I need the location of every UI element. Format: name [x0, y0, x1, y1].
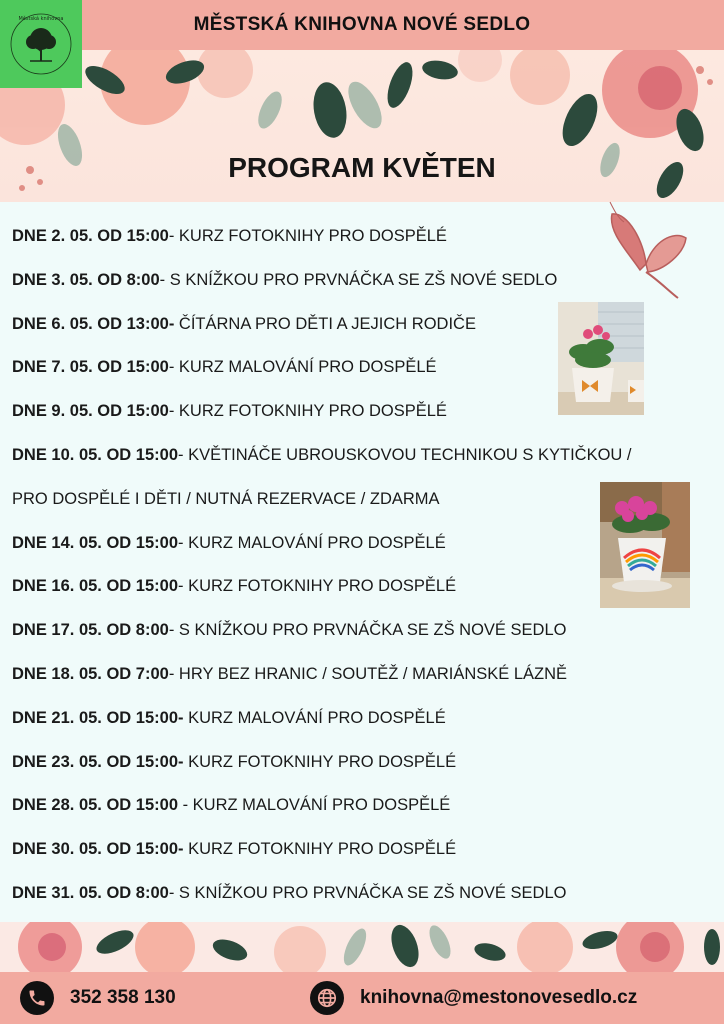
event-date: DNE 18. 05. OD 7:00 [12, 664, 169, 683]
event-item [12, 441, 712, 485]
phone-contact[interactable] [20, 972, 176, 1024]
event-item [12, 879, 712, 923]
event-date: DNE 17. 05. OD 8:00 [12, 621, 169, 640]
event-text: - HRY BEZ HRANIC / SOUTĚŽ / MARIÁNSKÉ LÁZNĚ [168, 664, 568, 683]
library-title: MĚSTSKÁ KNIHOVNA NOVÉ SEDLO [193, 14, 531, 35]
globe-icon [310, 981, 344, 1015]
event-text: - S KNÍŽKOU PRO PRVNÁČKA SE ZŠ NOVÉ SEDLO [168, 621, 567, 640]
event-text: - KURZ FOTOKNIHY PRO DOSPĚLÉ [178, 577, 457, 596]
butterfly-icon [598, 192, 694, 309]
event-date: DNE 6. 05. OD 13:00- [12, 314, 175, 333]
event-text: KURZ FOTOKNIHY PRO DOSPĚLÉ [183, 752, 457, 771]
event-item [12, 704, 712, 748]
tree-logo-icon [6, 9, 76, 79]
event-text: ČÍTÁRNA PRO DĚTI A JEJICH RODIČE [174, 314, 476, 333]
event-item [12, 791, 712, 835]
email-contact[interactable] [310, 972, 637, 1024]
library-logo [0, 0, 82, 88]
email-address: knihovna@mestonovesedlo.cz [360, 987, 638, 1008]
program-title: PROGRAM KVĚTEN [228, 152, 496, 183]
event-date: DNE 28. 05. OD 15:00 [12, 796, 178, 815]
event-text: - S KNÍŽKOU PRO PRVNÁČKA SE ZŠ NOVÉ SEDLO [159, 270, 558, 289]
event-text: KURZ MALOVÁNÍ PRO DOSPĚLÉ [183, 708, 446, 727]
header-bar [0, 0, 724, 50]
event-text: - KURZ FOTOKNIHY PRO DOSPĚLÉ [168, 227, 447, 245]
violet-pot-photo [600, 482, 690, 608]
event-text: KURZ FOTOKNIHY PRO DOSPĚLÉ [183, 840, 457, 859]
event-date: DNE 21. 05. OD 15:00- [12, 708, 184, 727]
event-date: DNE 3. 05. OD 8:00 [12, 270, 160, 289]
event-date: DNE 2. 05. OD 15:00 [12, 227, 169, 245]
event-item [12, 748, 712, 792]
event-text: - KURZ FOTOKNIHY PRO DOSPĚLÉ [168, 402, 447, 421]
phone-number: 352 358 130 [70, 987, 176, 1008]
event-item [12, 835, 712, 879]
event-date: DNE 9. 05. OD 15:00 [12, 402, 169, 421]
event-date: DNE 31. 05. OD 8:00 [12, 883, 169, 902]
event-date: DNE 10. 05. OD 15:00 [12, 445, 178, 464]
event-item [12, 616, 712, 660]
event-text: - S KNÍŽKOU PRO PRVNÁČKA SE ZŠ NOVÉ SEDLO [168, 883, 567, 902]
event-text: - KVĚTINÁČE UBROUSKOVOU TECHNIKOU S KYTIČKOU / [178, 445, 632, 464]
flowerpot-photo [558, 302, 644, 415]
event-text: PRO DOSPĚLÉ I DĚTI / NUTNÁ REZERVACE / ZDARMA [12, 489, 440, 508]
event-text: - KURZ MALOVÁNÍ PRO DOSPĚLÉ [178, 796, 451, 815]
event-date: DNE 7. 05. OD 15:00 [12, 358, 169, 377]
event-date: DNE 14. 05. OD 15:00 [12, 533, 178, 552]
floral-footer-band [0, 922, 724, 972]
logo-text: Městská knihovna [18, 16, 64, 22]
event-text: - KURZ MALOVÁNÍ PRO DOSPĚLÉ [168, 358, 437, 377]
contact-bar [0, 972, 724, 1024]
phone-icon [20, 981, 54, 1015]
event-item [12, 660, 712, 704]
event-date: DNE 23. 05. OD 15:00- [12, 752, 184, 771]
event-date: DNE 30. 05. OD 15:00- [12, 840, 184, 859]
event-text: - KURZ MALOVÁNÍ PRO DOSPĚLÉ [178, 533, 446, 552]
event-date: DNE 16. 05. OD 15:00 [12, 577, 178, 596]
